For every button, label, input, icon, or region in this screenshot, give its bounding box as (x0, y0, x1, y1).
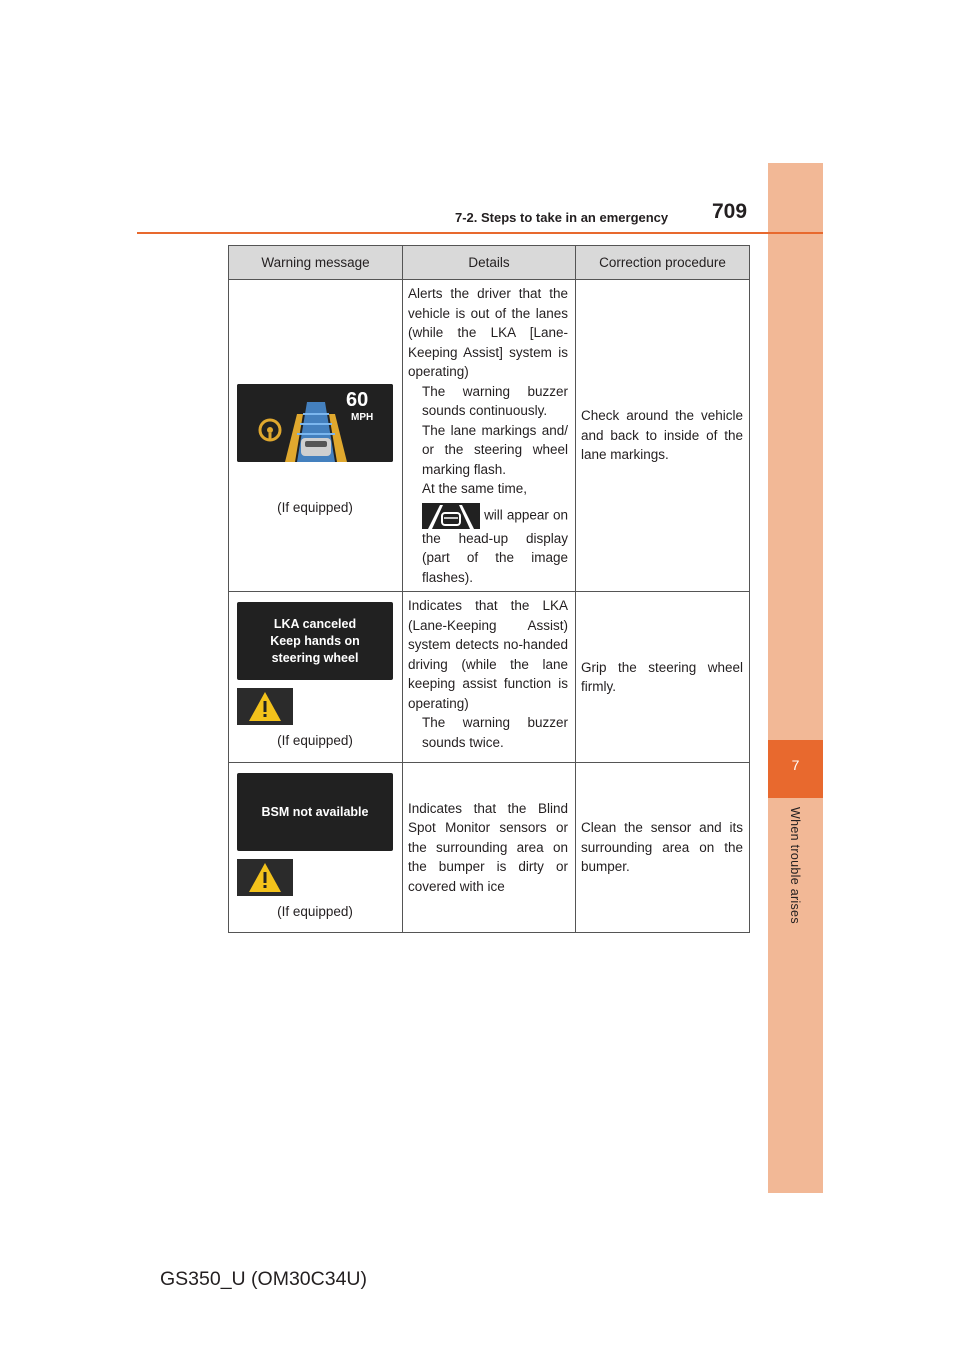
correction-cell (575, 763, 749, 933)
chapter-side-tab (768, 163, 823, 1193)
details-after-icon: will appear on the head-up display (part of the image flashes). (422, 507, 568, 585)
table-row (229, 280, 750, 592)
screen-line: LKA canceled (273, 616, 357, 631)
screen-line: steering wheel (271, 650, 359, 665)
chapter-number-tab (768, 740, 823, 798)
lka-canceled-display (237, 602, 393, 680)
warning-message-cell (229, 280, 403, 592)
details-cell (403, 763, 576, 933)
correction-cell (575, 592, 749, 763)
correction-cell (575, 280, 749, 592)
details-bullet: At the same time, (422, 481, 528, 496)
header-rule (137, 232, 823, 234)
if-equipped-note: (If equipped) (277, 500, 353, 515)
details-cell (403, 280, 576, 592)
correction-text: Clean the sensor and its surrounding area on the bumper. (580, 820, 743, 875)
table-row (229, 763, 750, 933)
correction-text: Check around the vehicle and back to inside of the lane markings. (580, 408, 743, 463)
header-warning-message: Warning message (229, 246, 403, 280)
lane-departure-icon (422, 503, 480, 529)
warning-triangle-icon (237, 688, 293, 725)
details-text: Alerts the driver that the vehicle is out of the lanes (while the LKA [Lane-Keeping Assist] system is operating) (408, 286, 568, 379)
page-number: 709 (712, 200, 748, 223)
warning-triangle-icon (237, 859, 293, 896)
chapter-title: When trouble arises (788, 807, 802, 924)
speed-value: 60 (346, 389, 369, 411)
table-row (229, 592, 750, 763)
warning-indicator (237, 688, 293, 725)
details-bullet: The warning buzzer sounds twice. (422, 715, 568, 750)
table-header-row (229, 246, 750, 280)
lane-display-graphic (237, 384, 393, 462)
speed-unit: MPH (351, 412, 374, 423)
details-text: Indicates that the LKA (Lane-Keeping Assist) system detects no-handed driving (while the lane keeping assist function is operating) (408, 598, 568, 711)
chapter-number: 7 (791, 757, 800, 773)
screen-line: Keep hands on (270, 633, 360, 648)
if-equipped-note: (If equipped) (277, 904, 353, 919)
header-correction-procedure: Correction procedure (575, 246, 749, 280)
details-text: Indicates that the Blind Spot Monitor sensors or the surrounding area on the bumper is dirty or covered with ice (408, 800, 568, 894)
bsm-not-available-display (237, 773, 393, 851)
screen-line: BSM not available (261, 804, 369, 819)
warning-indicator (237, 859, 293, 896)
model-code: GS350_U (OM30C34U) (160, 1268, 367, 1290)
warning-message-cell (229, 763, 403, 933)
warning-message-table (228, 245, 750, 933)
details-cell (403, 592, 576, 763)
details-bullet: The lane markings and/ or the steering wheel marking flash. (422, 422, 568, 477)
lane-departure-display (237, 384, 393, 462)
if-equipped-note: (If equipped) (277, 733, 353, 748)
warning-message-cell (229, 592, 403, 763)
correction-text: Grip the steering wheel firmly. (580, 659, 743, 694)
details-bullet: The warning buzzer sounds continuously. (422, 383, 568, 418)
chapter-title-tab (787, 807, 803, 947)
header-details: Details (403, 246, 576, 280)
section-title: 7-2. Steps to take in an emergency (455, 210, 669, 225)
